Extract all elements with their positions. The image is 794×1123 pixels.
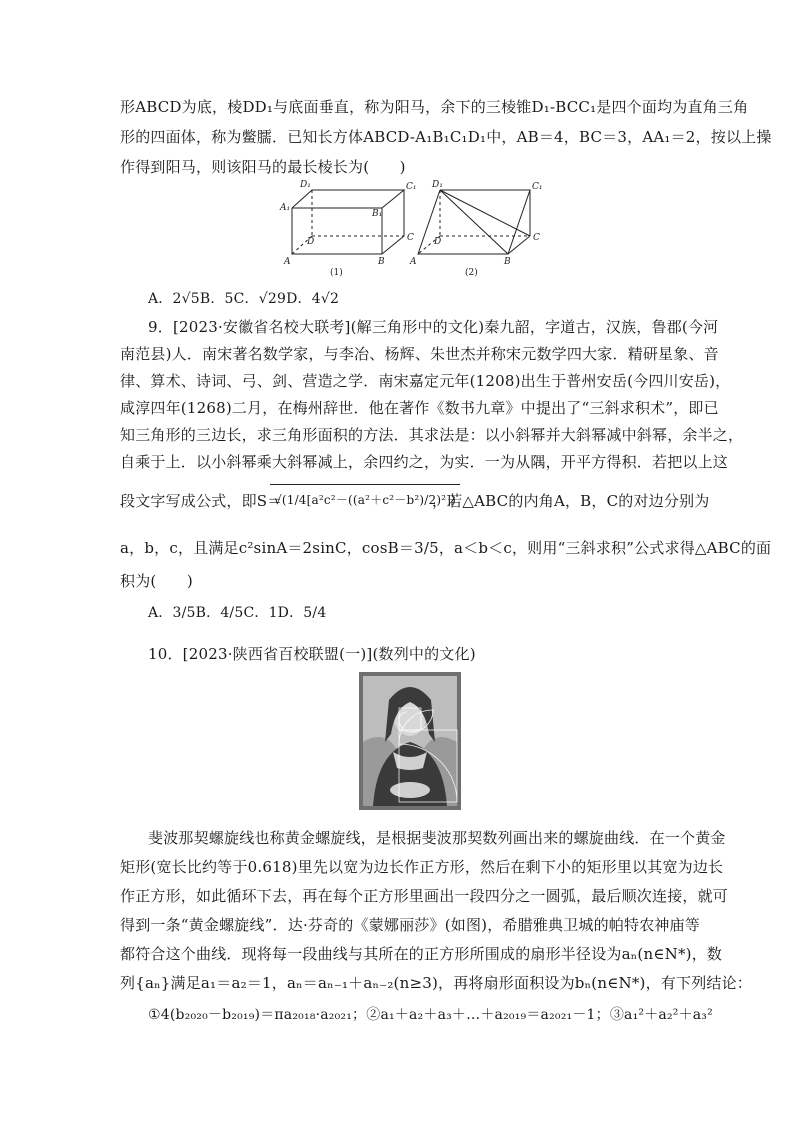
q10-para-6: 列{aₙ}满足a₁＝a₂＝1，aₙ＝aₙ₋₁＋aₙ₋₂(n≥3)，再将扇形面积设为bₙ(n∈N*)，有下列结论： xyxy=(120,974,752,992)
q9-line-3: 律、算术、诗词、弓、剑、营造之学．南宋嘉定元年(1208)出生于普州安岳(今四川安岳)， xyxy=(120,372,731,390)
fig1-label-c1: C₁ xyxy=(406,182,417,192)
figure-2-caption: (2) xyxy=(465,268,478,278)
q10-heading: 10．[2023·陕西省百校联盟(一)](数列中的文化) xyxy=(148,645,476,663)
q9-line-9: 积为( ) xyxy=(120,572,193,590)
figure-1-caption: (1) xyxy=(330,268,343,278)
q8-line-3: 作得到阳马，则该阳马的最长棱长为( ) xyxy=(120,158,406,176)
q9-line-5: 知三角形的三边长，求三角形面积的方法．其求法是：以小斜幂并大斜幂减中斜幂，余半之， xyxy=(120,426,744,444)
q9-line-8: a，b，c，且满足c²sinA＝2sinC，cosB＝3/5，a＜b＜c，则用“三斜求积”公式求得△ABC的面 xyxy=(120,539,772,557)
q9-line-7-post: ，若△ABC的内角A，B，C的对边分别为 xyxy=(432,492,710,510)
fig1-label-d1: D₁ xyxy=(300,180,311,190)
q9-formula: √(1/4[a²c²－((a²＋c²－b²)/2)²]) xyxy=(270,484,460,508)
fig2-label-b: B xyxy=(504,257,511,267)
q10-para-1: 斐波那契螺旋线也称黄金螺旋线，是根据斐波那契数列画出来的螺旋曲线．在一个黄金 xyxy=(148,829,726,847)
fig2-label-d: D xyxy=(434,237,442,247)
fig1-label-a: A xyxy=(284,257,291,267)
q9-line-4: 咸淳四年(1268)二月，在梅州辞世．他在著作《数书九章》中提出了“三斜求积术”，即已 xyxy=(120,399,719,417)
q8-line-1: 形ABCD为底，棱DD₁与底面垂直，称为阳马，余下的三棱锥D₁-BCC₁是四个面均为直角三角 xyxy=(120,98,749,116)
fig1-label-d: D xyxy=(307,237,315,247)
mona-lisa-golden-spiral-image xyxy=(359,672,461,810)
fig2-label-c: C xyxy=(533,233,540,243)
q9-line-6: 自乘于上．以小斜幂乘大斜幂减上，余四约之，为实．一为从隅，开平方得积．若把以上这 xyxy=(120,453,729,471)
q10-para-3: 作正方形，如此循环下去，再在每个正方形里画出一段四分之一圆弧，最后顺次连接，就可 xyxy=(120,887,729,905)
fig1-label-a1: A₁ xyxy=(280,203,291,213)
q8-options: A．2√5B．5C．√29D．4√2 xyxy=(148,291,340,307)
q9-line-2: 南范县)人．南宋著名数学家，与李冶、杨辉、朱世杰并称宋元数学四大家．精研星象、音 xyxy=(120,345,719,363)
fig2-label-d1: D₁ xyxy=(432,180,443,190)
q9-line-1: 9．[2023·安徽省名校大联考](解三角形中的文化)秦九韶，字道古，汉族，鲁郡(今河 xyxy=(148,318,719,336)
fig2-label-c1: C₁ xyxy=(532,182,543,192)
fig1-label-b: B xyxy=(378,257,385,267)
fig1-label-c: C xyxy=(407,233,414,243)
q9-options: A．3/5B．4/5C．1D．5/4 xyxy=(148,605,327,621)
q10-para-5: 都符合这个曲线．现将每一段曲线与其所在的正方形所围成的扇形半径设为aₙ(n∈N*)，数 xyxy=(120,945,723,963)
q9-line-7-pre: 段文字写成公式，即S＝ xyxy=(120,492,283,510)
q10-conclusions: ①4(b₂₀₂₀－b₂₀₁₉)＝πa₂₀₁₈·a₂₀₂₁；②a₁＋a₂＋a₃＋…＋a₂₀₁₉＝a₂₀₂₁－1；③a₁²＋a₂²＋a₃² xyxy=(148,1007,713,1023)
fig2-label-a: A xyxy=(410,257,417,267)
q10-para-4: 得到一条“黄金螺旋线”．达·芬奇的《蒙娜丽莎》(如图)，希腊雅典卫城的帕特农神庙等 xyxy=(120,916,701,934)
cuboid-figures xyxy=(270,178,560,278)
fig1-label-b1: B₁ xyxy=(372,209,383,219)
q10-para-2: 矩形(宽长比约等于0.618)里先以宽为边长作正方形，然后在剩下小的矩形里以其宽为边长 xyxy=(120,858,724,876)
q8-line-2: 形的四面体，称为鳖臑．已知长方体ABCD-A₁B₁C₁D₁中，AB＝4，BC＝3，AA₁＝2，按以上操 xyxy=(120,128,772,146)
